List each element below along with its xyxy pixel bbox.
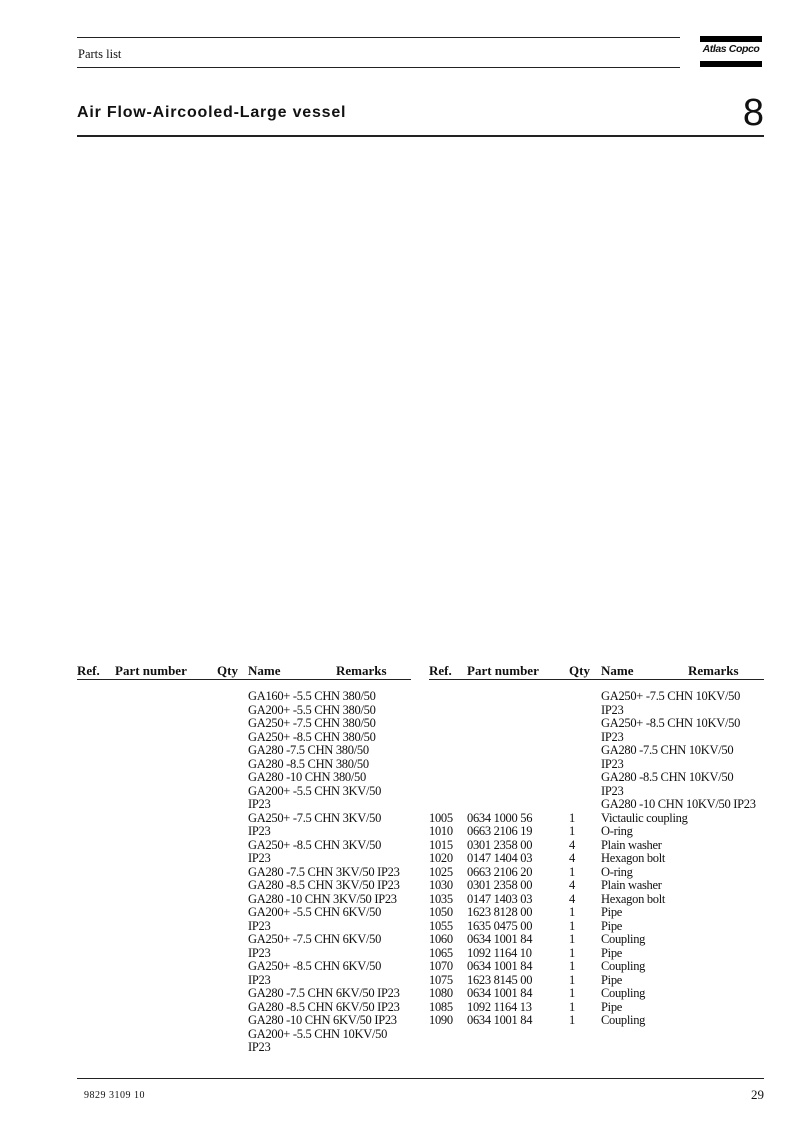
table-row: [429, 852, 769, 866]
logo-top-bar: [700, 36, 762, 42]
cell-part-number: 0634 1000 56: [467, 810, 533, 825]
cell-name: IP23: [248, 945, 271, 960]
cell-ref: 1035: [429, 891, 453, 906]
cell-part-number: 0634 1001 84: [467, 1013, 533, 1027]
table-row: [429, 933, 769, 947]
table-header-rule-left: [77, 679, 411, 680]
cell-name: Coupling: [601, 986, 646, 1000]
cell-name: Plain washer: [601, 837, 662, 852]
cell-ref: 1050: [429, 905, 453, 919]
cell-part-number: 1092 1164 13: [467, 999, 532, 1014]
cell-qty: 1: [569, 918, 575, 933]
table-row: [76, 744, 416, 758]
cell-name: GA250+ -7.5 CHN 6KV/50: [248, 932, 382, 946]
cell-part-number: 0147 1403 03: [467, 891, 533, 906]
cell-name: IP23: [601, 702, 624, 717]
cell-qty: 1: [569, 864, 575, 879]
table-row: [76, 825, 416, 839]
cell-qty: 1: [569, 824, 575, 838]
cell-part-number: 0634 1001 84: [467, 959, 533, 973]
table-row: [76, 852, 416, 866]
cell-ref: 1075: [429, 972, 453, 987]
page-title: Air Flow-Aircooled-Large vessel: [77, 104, 347, 121]
cell-name: GA280 -7.5 CHN 10KV/50: [601, 743, 734, 757]
cell-name: GA280 -8.5 CHN 3KV/50 IP23: [248, 878, 400, 892]
cell-name: GA280 -8.5 CHN 380/50: [248, 756, 369, 771]
title-rule: [77, 135, 764, 137]
cell-qty: 1: [569, 932, 575, 946]
table-row: [429, 839, 769, 853]
table-row: [429, 1001, 769, 1015]
table-row: [429, 866, 769, 880]
cell-part-number: 1623 8128 00: [467, 905, 533, 919]
cell-ref: 1005: [429, 810, 453, 825]
table-row: [429, 893, 769, 907]
cell-part-number: 0663 2106 20: [467, 864, 533, 879]
table-row: [76, 690, 416, 704]
logo-bottom-bar: [700, 61, 762, 67]
cell-name: GA250+ -7.5 CHN 3KV/50: [248, 810, 382, 825]
cell-name: GA250+ -8.5 CHN 10KV/50: [601, 716, 741, 730]
col-header-ref: Ref.: [77, 663, 100, 678]
table-row: [429, 717, 769, 731]
document-number: 9829 3109 10: [84, 1090, 145, 1101]
cell-ref: 1070: [429, 959, 453, 973]
table-row: [429, 879, 769, 893]
cell-name: GA200+ -5.5 CHN 3KV/50: [248, 783, 382, 798]
table-row: [429, 690, 769, 704]
table-row: [429, 771, 769, 785]
table-row: [76, 960, 416, 974]
table-row: [76, 987, 416, 1001]
cell-name: GA200+ -5.5 CHN 6KV/50: [248, 905, 382, 919]
table-row: [76, 1001, 416, 1015]
col-header-name: Name: [601, 663, 634, 678]
brand-name: Atlas Copco: [702, 43, 760, 55]
cell-name: Coupling: [601, 959, 646, 973]
cell-qty: 1: [569, 810, 575, 825]
table-header-rule-right: [429, 679, 764, 680]
cell-name: GA160+ -5.5 CHN 380/50: [248, 689, 376, 703]
cell-name: IP23: [601, 783, 624, 798]
cell-part-number: 0301 2358 00: [467, 878, 533, 892]
cell-name: Pipe: [601, 972, 623, 987]
cell-name: GA250+ -8.5 CHN 3KV/50: [248, 837, 382, 852]
cell-name: GA280 -8.5 CHN 10KV/50: [601, 770, 734, 784]
table-row: [76, 879, 416, 893]
table-row: [76, 717, 416, 731]
table-row: [76, 1041, 416, 1055]
cell-name: IP23: [248, 972, 271, 987]
table-row: [429, 987, 769, 1001]
cell-name: GA280 -7.5 CHN 6KV/50 IP23: [248, 986, 400, 1000]
cell-name: Coupling: [601, 1013, 646, 1027]
cell-name: O-ring: [601, 864, 633, 879]
cell-ref: 1015: [429, 837, 453, 852]
cell-name: GA250+ -8.5 CHN 380/50: [248, 729, 376, 744]
col-header-qty: Qty: [569, 663, 590, 678]
cell-ref: 1010: [429, 824, 453, 838]
cell-name: GA280 -10 CHN 6KV/50 IP23: [248, 1013, 397, 1027]
table-row: [429, 704, 769, 718]
cell-part-number: 1092 1164 10: [467, 945, 532, 960]
cell-name: GA280 -7.5 CHN 380/50: [248, 743, 369, 757]
table-row: [76, 906, 416, 920]
table-row: [429, 744, 769, 758]
cell-name: Pipe: [601, 999, 623, 1014]
col-header-ref: Ref.: [429, 663, 452, 678]
table-row: [76, 893, 416, 907]
table-row: [76, 812, 416, 826]
cell-name: IP23: [248, 918, 271, 933]
cell-qty: 1: [569, 905, 575, 919]
table-row: [429, 798, 769, 812]
table-row: [429, 785, 769, 799]
cell-name: IP23: [248, 824, 271, 838]
cell-name: IP23: [248, 797, 271, 811]
section-number: 8: [742, 92, 764, 134]
cell-qty: 1: [569, 1013, 575, 1027]
cell-name: IP23: [601, 756, 624, 771]
table-row: [429, 947, 769, 961]
table-row: [76, 839, 416, 853]
cell-name: Victaulic coupling: [601, 810, 688, 825]
cell-name: GA280 -10 CHN 3KV/50 IP23: [248, 891, 397, 906]
cell-part-number: 0634 1001 84: [467, 932, 533, 946]
cell-ref: 1090: [429, 1013, 453, 1027]
col-header-remarks: Remarks: [336, 663, 387, 678]
cell-part-number: 0634 1001 84: [467, 986, 533, 1000]
table-row: [429, 731, 769, 745]
col-header-qty: Qty: [217, 663, 238, 678]
cell-ref: 1060: [429, 932, 453, 946]
cell-ref: 1080: [429, 986, 453, 1000]
col-header-part-number: Part number: [467, 663, 539, 678]
table-row: [76, 704, 416, 718]
cell-ref: 1055: [429, 918, 453, 933]
cell-qty: 1: [569, 986, 575, 1000]
cell-qty: 1: [569, 959, 575, 973]
cell-name: Hexagon bolt: [601, 891, 666, 906]
cell-qty: 4: [569, 878, 575, 892]
cell-part-number: 0147 1404 03: [467, 851, 533, 865]
table-row: [76, 785, 416, 799]
table-row: [76, 1014, 416, 1028]
cell-name: GA280 -10 CHN 10KV/50 IP23: [601, 797, 756, 811]
cell-name: GA250+ -7.5 CHN 380/50: [248, 716, 376, 730]
cell-name: GA280 -7.5 CHN 3KV/50 IP23: [248, 864, 400, 879]
cell-name: IP23: [248, 1040, 271, 1054]
table-row: [429, 758, 769, 772]
table-row: [76, 866, 416, 880]
cell-ref: 1020: [429, 851, 453, 865]
cell-qty: 1: [569, 945, 575, 960]
table-row: [76, 920, 416, 934]
cell-name: GA200+ -5.5 CHN 10KV/50: [248, 1026, 388, 1041]
table-row: [429, 974, 769, 988]
cell-name: Pipe: [601, 918, 623, 933]
cell-part-number: 1635 0475 00: [467, 918, 533, 933]
header-bottom-rule: [77, 67, 680, 68]
cell-qty: 4: [569, 851, 575, 865]
table-row: [429, 920, 769, 934]
cell-name: GA250+ -7.5 CHN 10KV/50: [601, 689, 741, 703]
cell-ref: 1065: [429, 945, 453, 960]
table-row: [76, 933, 416, 947]
cell-name: IP23: [248, 851, 271, 865]
cell-name: GA250+ -8.5 CHN 6KV/50: [248, 959, 382, 973]
page-number: 29: [751, 1087, 764, 1102]
cell-name: Plain washer: [601, 878, 662, 892]
col-header-name: Name: [248, 663, 281, 678]
cell-qty: 4: [569, 891, 575, 906]
brand-logo: [700, 36, 762, 68]
section-label: Parts list: [78, 47, 122, 61]
table-row: [76, 771, 416, 785]
table-row: [429, 960, 769, 974]
table-row: [76, 798, 416, 812]
col-header-part-number: Part number: [115, 663, 187, 678]
cell-name: O-ring: [601, 824, 633, 838]
table-row: [76, 758, 416, 772]
cell-ref: 1030: [429, 878, 453, 892]
cell-qty: 1: [569, 972, 575, 987]
table-row: [76, 974, 416, 988]
footer-rule: [77, 1078, 764, 1079]
cell-name: Pipe: [601, 905, 623, 919]
table-row: [429, 812, 769, 826]
table-row: [429, 825, 769, 839]
col-header-remarks: Remarks: [688, 663, 739, 678]
cell-part-number: 0301 2358 00: [467, 837, 533, 852]
cell-name: GA200+ -5.5 CHN 380/50: [248, 702, 376, 717]
cell-name: Pipe: [601, 945, 623, 960]
table-row: [76, 731, 416, 745]
cell-qty: 4: [569, 837, 575, 852]
cell-name: GA280 -10 CHN 380/50: [248, 770, 366, 784]
cell-ref: 1085: [429, 999, 453, 1014]
cell-part-number: 0663 2106 19: [467, 824, 533, 838]
cell-ref: 1025: [429, 864, 453, 879]
cell-qty: 1: [569, 999, 575, 1014]
cell-name: Hexagon bolt: [601, 851, 666, 865]
cell-name: GA280 -8.5 CHN 6KV/50 IP23: [248, 999, 400, 1014]
cell-name: IP23: [601, 729, 624, 744]
table-row: [76, 1028, 416, 1042]
header-top-rule: [77, 37, 680, 38]
table-row: [76, 947, 416, 961]
cell-name: Coupling: [601, 932, 646, 946]
table-row: [429, 1014, 769, 1028]
cell-part-number: 1623 8145 00: [467, 972, 533, 987]
table-row: [429, 906, 769, 920]
